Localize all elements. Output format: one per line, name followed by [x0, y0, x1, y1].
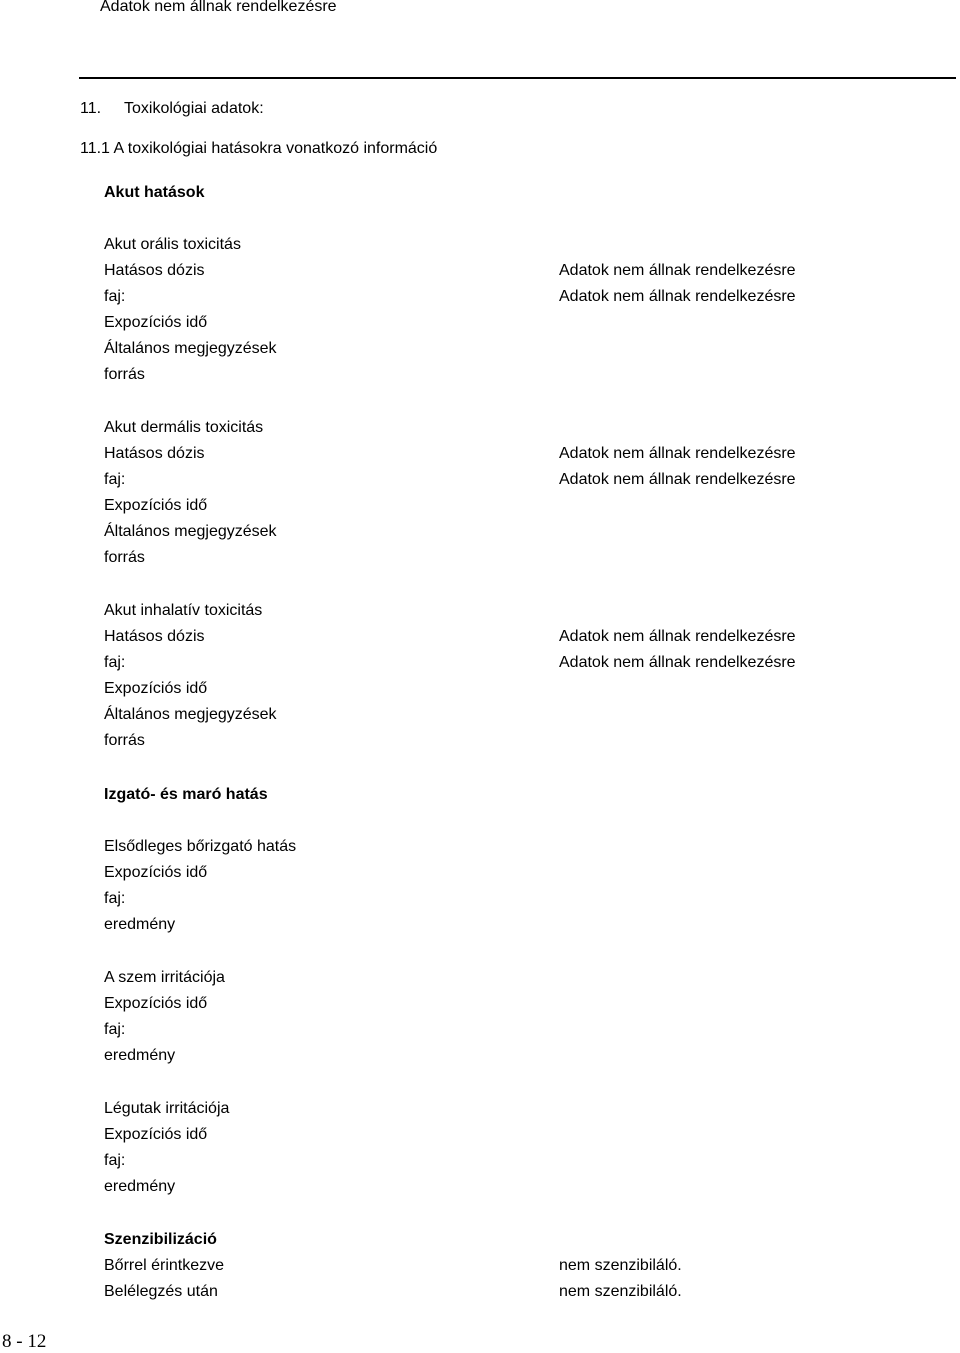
oral-title: Akut orális toxicitás [104, 236, 241, 253]
dermal-title: Akut dermális toxicitás [104, 419, 264, 436]
eye-title: A szem irritációja [104, 969, 225, 986]
skin-label-exposure: Expozíciós idő [104, 864, 208, 881]
oral-label-dose: Hatásos dózis [104, 262, 205, 279]
header-text: Adatok nem állnak rendelkezésre [100, 0, 337, 15]
inhal-label-dose: Hatásos dózis [104, 628, 205, 645]
sens-label-inhal: Belélegzés után [104, 1283, 218, 1300]
dermal-label-exposure: Expozíciós idő [104, 497, 208, 514]
resp-label-species: faj: [104, 1152, 126, 1169]
inhal-label-exposure: Expozíciós idő [104, 680, 208, 697]
resp-title: Légutak irritációja [104, 1100, 230, 1117]
dermal-value-dose: Adatok nem állnak rendelkezésre [559, 445, 796, 462]
irritant-heading: Izgató- és maró hatás [104, 786, 268, 803]
eye-label-species: faj: [104, 1021, 126, 1038]
eye-label-result: eredmény [104, 1047, 176, 1064]
sensitization-heading: Szenzibilizáció [104, 1231, 217, 1248]
oral-value-species: Adatok nem állnak rendelkezésre [559, 288, 796, 305]
oral-label-exposure: Expozíciós idő [104, 314, 208, 331]
section-title: Toxikológiai adatok: [124, 100, 264, 117]
inhal-label-source: forrás [104, 732, 145, 749]
inhal-value-species: Adatok nem állnak rendelkezésre [559, 654, 796, 671]
dermal-label-source: forrás [104, 549, 145, 566]
skin-label-species: faj: [104, 890, 126, 907]
inhal-label-remarks: Általános megjegyzések [104, 706, 277, 723]
dermal-label-remarks: Általános megjegyzések [104, 523, 277, 540]
sens-value-skin: nem szenzibiláló. [559, 1257, 682, 1274]
eye-label-exposure: Expozíciós idő [104, 995, 208, 1012]
oral-value-dose: Adatok nem állnak rendelkezésre [559, 262, 796, 279]
section-number: 11. [80, 100, 102, 117]
dermal-value-species: Adatok nem állnak rendelkezésre [559, 471, 796, 488]
inhal-title: Akut inhalatív toxicitás [104, 602, 263, 619]
sens-value-inhal: nem szenzibiláló. [559, 1283, 682, 1300]
skin-title: Elsődleges bőrizgató hatás [104, 838, 297, 855]
acute-heading: Akut hatások [104, 184, 205, 201]
oral-label-remarks: Általános megjegyzések [104, 340, 277, 357]
oral-label-source: forrás [104, 366, 145, 383]
inhal-label-species: faj: [104, 654, 126, 671]
sens-label-skin: Bőrrel érintkezve [104, 1257, 225, 1274]
page-number: 8 - 12 [2, 1331, 47, 1352]
inhal-value-dose: Adatok nem állnak rendelkezésre [559, 628, 796, 645]
header-divider [79, 77, 956, 79]
dermal-label-species: faj: [104, 471, 126, 488]
subsection-title: 11.1 A toxikológiai hatásokra vonatkozó információ [80, 140, 438, 157]
oral-label-species: faj: [104, 288, 126, 305]
dermal-label-dose: Hatásos dózis [104, 445, 205, 462]
resp-label-exposure: Expozíciós idő [104, 1126, 208, 1143]
resp-label-result: eredmény [104, 1178, 176, 1195]
skin-label-result: eredmény [104, 916, 176, 933]
